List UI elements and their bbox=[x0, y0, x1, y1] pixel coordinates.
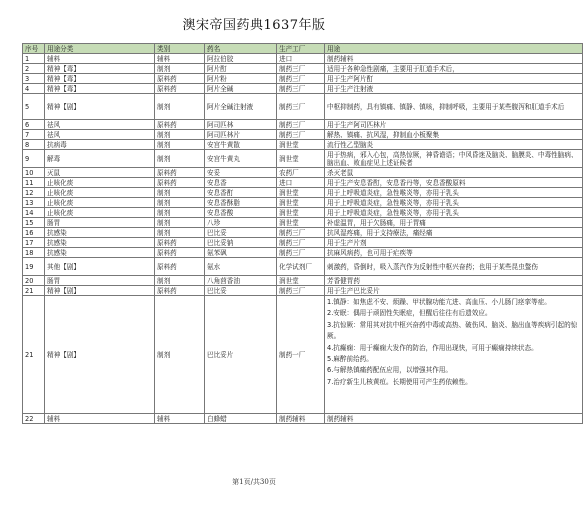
row-drug-name: 阿司匹林 bbox=[205, 120, 277, 130]
header-category: 用途分类 bbox=[45, 44, 155, 54]
row-number: 17 bbox=[23, 238, 45, 248]
row-type: 制剂 bbox=[155, 140, 205, 150]
table-row bbox=[23, 414, 583, 424]
row-use: 解热、镇痛、抗风湿，抑制血小板聚集 bbox=[325, 130, 583, 140]
row-drug-name: 巴比妥 bbox=[205, 286, 277, 296]
row-use: 用于上呼吸道炎症，急性喉炎等，亦用于乳头 bbox=[325, 188, 583, 198]
row-category: 抗感染 bbox=[45, 238, 155, 248]
header-no: 序号 bbox=[23, 44, 45, 54]
header-factory: 生产工厂 bbox=[277, 44, 325, 54]
row-drug-name: 安息香酊 bbox=[205, 188, 277, 198]
row-drug-name: 安息香 bbox=[205, 178, 277, 188]
spreadsheet bbox=[22, 43, 578, 456]
row-use: 用于生产片剂 bbox=[325, 238, 583, 248]
row-factory: 制药三厂 bbox=[277, 286, 325, 296]
row-use: 用于生产阿司匹林片 bbox=[325, 120, 583, 130]
row-factory: 润世堂 bbox=[277, 188, 325, 198]
row-category: 祛风 bbox=[45, 130, 155, 140]
row-factory: 制药三厂 bbox=[277, 64, 325, 74]
row-type: 原料药 bbox=[155, 238, 205, 248]
row-use: 制药辅料 bbox=[325, 54, 583, 64]
row-category: 精神【剧】 bbox=[45, 94, 155, 120]
row-category: 精神【毒】 bbox=[45, 74, 155, 84]
row-header-strip bbox=[0, 43, 22, 456]
row-factory: 润世堂 bbox=[277, 140, 325, 150]
row-drug-name: 阿片酊 bbox=[205, 64, 277, 74]
row-use: 用于上呼吸道炎症，急性喉炎等，亦用于乳头 bbox=[325, 208, 583, 218]
row-category: 止咳化痰 bbox=[45, 188, 155, 198]
row-drug-name: 阿片全碱注射液 bbox=[205, 94, 277, 120]
row-type: 制剂 bbox=[155, 198, 205, 208]
row-factory: 制药三厂 bbox=[277, 228, 325, 238]
row-type: 原料药 bbox=[155, 120, 205, 130]
row-category: 精神【毒】 bbox=[45, 84, 155, 94]
row-number: 21 bbox=[23, 286, 45, 296]
row-drug-name: 安息香酥脂 bbox=[205, 198, 277, 208]
row-category: 止咳化痰 bbox=[45, 178, 155, 188]
row-type: 制剂 bbox=[155, 94, 205, 120]
row-factory: 农药厂 bbox=[277, 168, 325, 178]
table-body bbox=[23, 54, 583, 424]
table-row bbox=[23, 150, 583, 168]
row-use: 用于生产注射液 bbox=[325, 84, 583, 94]
row-drug-name: 阿片全碱 bbox=[205, 84, 277, 94]
row-number: 18 bbox=[23, 248, 45, 258]
table-row bbox=[23, 94, 583, 120]
row-number: 21 bbox=[23, 296, 45, 414]
row-category: 精神【毒】 bbox=[45, 64, 155, 74]
table-row bbox=[23, 238, 583, 248]
document-title: 澳宋帝国药典1637年版 bbox=[182, 18, 326, 33]
table-row bbox=[23, 276, 583, 286]
row-use: 用于上呼吸道炎症，急性喉炎等，亦用于乳头 bbox=[325, 198, 583, 208]
row-number: 6 bbox=[23, 120, 45, 130]
row-type: 原料药 bbox=[155, 178, 205, 188]
row-number: 22 bbox=[23, 414, 45, 424]
row-factory: 润世堂 bbox=[277, 218, 325, 228]
row-number: 8 bbox=[23, 140, 45, 150]
row-number: 5 bbox=[23, 94, 45, 120]
row-use: 用于生产阿片酊 bbox=[325, 74, 583, 84]
row-type: 辅料 bbox=[155, 54, 205, 64]
table-row bbox=[23, 64, 583, 74]
row-factory: 润世堂 bbox=[277, 150, 325, 168]
row-factory: 进口 bbox=[277, 178, 325, 188]
row-drug-name: 阿拉伯胶 bbox=[205, 54, 277, 64]
row-drug-name: 阿片粉 bbox=[205, 74, 277, 84]
row-use: 补虚温胃，用于欠肠痛，用于胃痛 bbox=[325, 218, 583, 228]
table-row bbox=[23, 188, 583, 198]
table-row bbox=[23, 120, 583, 130]
row-type: 辅料 bbox=[155, 414, 205, 424]
header-row bbox=[23, 44, 583, 54]
row-use: 中枢抑制药，具有镇痛、镇静、镇咳，抑制呼吸，主要用于某些腹泻和肛道手术后 bbox=[325, 94, 583, 120]
row-type: 制剂 bbox=[155, 228, 205, 238]
row-use: 芳香健胃药 bbox=[325, 276, 583, 286]
row-type: 原料药 bbox=[155, 248, 205, 258]
row-type: 原料药 bbox=[155, 168, 205, 178]
row-number: 16 bbox=[23, 228, 45, 238]
row-factory: 制药三厂 bbox=[277, 120, 325, 130]
row-drug-name: 安妥 bbox=[205, 168, 277, 178]
table-row bbox=[23, 84, 583, 94]
row-number: 1 bbox=[23, 54, 45, 64]
row-drug-name: 巴比妥片 bbox=[205, 296, 277, 414]
row-factory: 进口 bbox=[277, 54, 325, 64]
row-use: 流行性乙型脑炎 bbox=[325, 140, 583, 150]
row-category: 解毒 bbox=[45, 150, 155, 168]
row-factory: 制药辅料 bbox=[277, 414, 325, 424]
row-use: 1.镇静：如焦虑不安、烦躁、甲状腺功能亢进、高血压、小儿肠门痉挛等症。 2.安眠：偶用于顽固性失眠症，但醒后往往有后遗效应。 3.抗惊厥：常用其对抗中枢兴奋药中毒或高热、破伤风、脑炎、脑出血等疾病引起的惊厥。 4.抗癫痫：用于癫痫大发作的防治，作用出现快，可用于癫痫持续状态。 5.麻醉前给药。 6.与解热镇痛药配伍应用，以增强其作用。 7.治疗新生儿核黄疸。长期使用可产生药依赖性。 bbox=[325, 296, 583, 414]
table-row bbox=[23, 208, 583, 218]
row-use: 制药辅料 bbox=[325, 414, 583, 424]
table-row bbox=[23, 248, 583, 258]
row-drug-name: 巴比妥钠 bbox=[205, 238, 277, 248]
row-drug-name: 安宫牛黄散 bbox=[205, 140, 277, 150]
row-category: 辅料 bbox=[45, 414, 155, 424]
row-number: 12 bbox=[23, 188, 45, 198]
row-number: 13 bbox=[23, 198, 45, 208]
row-type: 制剂 bbox=[155, 130, 205, 140]
row-category: 止咳化痰 bbox=[45, 198, 155, 208]
row-type: 制剂 bbox=[155, 218, 205, 228]
row-category: 精神【剧】 bbox=[45, 286, 155, 296]
row-factory: 制药三厂 bbox=[277, 74, 325, 84]
row-use: 杀灭老鼠 bbox=[325, 168, 583, 178]
row-number: 7 bbox=[23, 130, 45, 140]
table-row bbox=[23, 286, 583, 296]
row-number: 19 bbox=[23, 258, 45, 276]
page-footer: 第1页/共30页 bbox=[232, 478, 276, 486]
row-type: 制剂 bbox=[155, 296, 205, 414]
row-type: 制剂 bbox=[155, 64, 205, 74]
row-use: 抗麻风病药，也可用于疟疾等 bbox=[325, 248, 583, 258]
row-factory: 制药一厂 bbox=[277, 296, 325, 414]
table-row bbox=[23, 218, 583, 228]
drug-table bbox=[22, 43, 583, 424]
header-type: 类别 bbox=[155, 44, 205, 54]
row-use: 用于生产安息香酊，安息香丹等，安息香酸原料 bbox=[325, 178, 583, 188]
row-number: 2 bbox=[23, 64, 45, 74]
row-factory: 润世堂 bbox=[277, 276, 325, 286]
row-category: 止咳化痰 bbox=[45, 208, 155, 218]
row-type: 制剂 bbox=[155, 150, 205, 168]
row-category: 其他【剧】 bbox=[45, 258, 155, 276]
row-type: 原料药 bbox=[155, 258, 205, 276]
table-row bbox=[23, 130, 583, 140]
row-drug-name: 安息香酸 bbox=[205, 208, 277, 218]
row-number: 20 bbox=[23, 276, 45, 286]
table-row bbox=[23, 228, 583, 238]
row-factory: 制药三厂 bbox=[277, 94, 325, 120]
row-use: 适用于各种急性剧痛，主要用于肛道手术后， bbox=[325, 64, 583, 74]
table-row bbox=[23, 168, 583, 178]
row-drug-name: 安宫牛黄丸 bbox=[205, 150, 277, 168]
row-drug-name: 巴比妥 bbox=[205, 228, 277, 238]
table-row bbox=[23, 140, 583, 150]
header-use: 用途 bbox=[325, 44, 583, 54]
table-row bbox=[23, 296, 583, 414]
row-type: 原料药 bbox=[155, 286, 205, 296]
row-use: 刺激药，昏倒时，吸入蒸汽作为反射性中枢兴奋药；也用于某些昆虫螫伤 bbox=[325, 258, 583, 276]
table-row bbox=[23, 54, 583, 64]
row-number: 9 bbox=[23, 150, 45, 168]
row-factory: 制药三厂 bbox=[277, 248, 325, 258]
row-drug-name: 氨水 bbox=[205, 258, 277, 276]
table-row bbox=[23, 178, 583, 188]
table-row bbox=[23, 198, 583, 208]
row-use: 用于热病，邪入心包，高热惊厥，神昏谵语；中风昏迷及脑炎、脑膜炎、中毒性脑病、脑出血、败血症见上述证候者 bbox=[325, 150, 583, 168]
row-number: 10 bbox=[23, 168, 45, 178]
row-number: 15 bbox=[23, 218, 45, 228]
row-drug-name: 八角茴香油 bbox=[205, 276, 277, 286]
row-type: 制剂 bbox=[155, 188, 205, 198]
row-use: 用于生产巴比妥片 bbox=[325, 286, 583, 296]
row-factory: 制药三厂 bbox=[277, 238, 325, 248]
row-number: 4 bbox=[23, 84, 45, 94]
row-drug-name: 氨苯砜 bbox=[205, 248, 277, 258]
row-type: 原料药 bbox=[155, 74, 205, 84]
header-drug-name: 药名 bbox=[205, 44, 277, 54]
row-number: 14 bbox=[23, 208, 45, 218]
row-category: 祛风 bbox=[45, 120, 155, 130]
row-category: 灭鼠 bbox=[45, 168, 155, 178]
row-category: 肠胃 bbox=[45, 276, 155, 286]
row-type: 原料药 bbox=[155, 84, 205, 94]
row-factory: 制药三厂 bbox=[277, 130, 325, 140]
row-type: 制剂 bbox=[155, 276, 205, 286]
row-category: 辅料 bbox=[45, 54, 155, 64]
row-drug-name: 白蜂蜡 bbox=[205, 414, 277, 424]
row-category: 精神【剧】 bbox=[45, 296, 155, 414]
row-factory: 制药三厂 bbox=[277, 84, 325, 94]
row-category: 抗感染 bbox=[45, 248, 155, 258]
row-category: 抗病毒 bbox=[45, 140, 155, 150]
row-use: 抗风湿疼痛，用于支持療法，痛经痛 bbox=[325, 228, 583, 238]
row-category: 抗感染 bbox=[45, 228, 155, 238]
row-factory: 化学试剂厂 bbox=[277, 258, 325, 276]
row-number: 3 bbox=[23, 74, 45, 84]
row-factory: 润世堂 bbox=[277, 208, 325, 218]
row-drug-name: 八珍 bbox=[205, 218, 277, 228]
row-category: 肠胃 bbox=[45, 218, 155, 228]
row-factory: 润世堂 bbox=[277, 198, 325, 208]
row-number: 11 bbox=[23, 178, 45, 188]
row-type: 制剂 bbox=[155, 208, 205, 218]
table-row bbox=[23, 258, 583, 276]
table-row bbox=[23, 74, 583, 84]
row-drug-name: 阿司匹林片 bbox=[205, 130, 277, 140]
